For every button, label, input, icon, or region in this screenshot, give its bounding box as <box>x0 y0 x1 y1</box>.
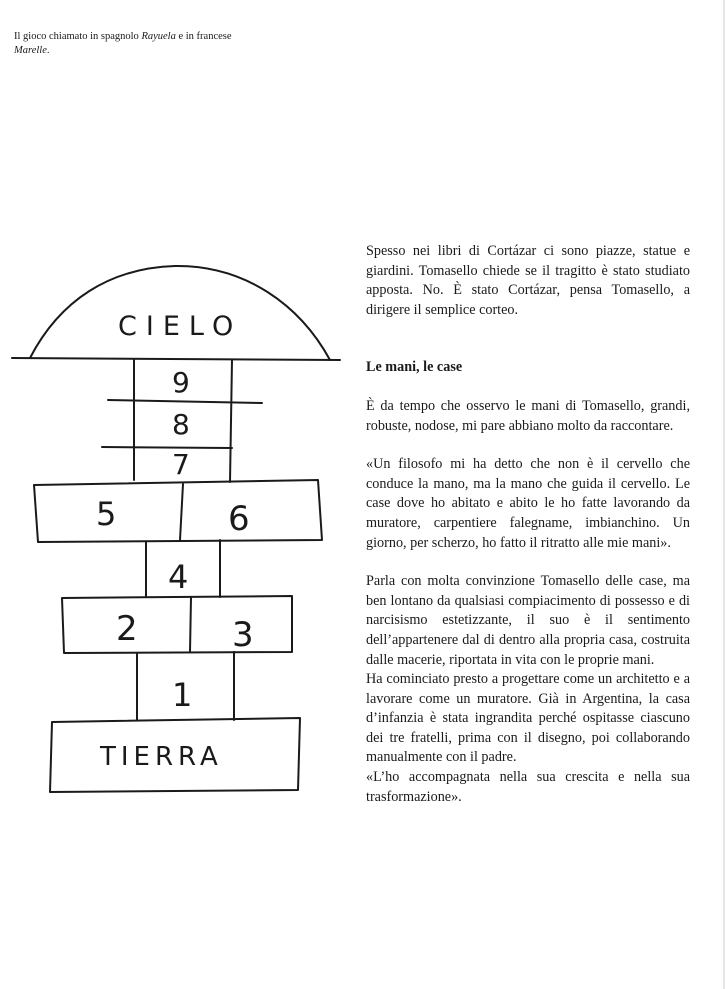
caption-text-1: Il gioco chiamato in spagnolo <box>14 31 142 42</box>
divider-2-3 <box>190 597 191 652</box>
box-5-6 <box>34 480 322 542</box>
divider-9-8 <box>108 400 262 403</box>
caption-text-3: . <box>46 45 50 56</box>
square-3: 3 <box>232 615 254 655</box>
square-7: 7 <box>172 448 190 481</box>
paragraph-case: Parla con molta convinzione Tomasello delle case, ma ben lontano da qualsiasi compiacimento di possesso e di narcisismo estetizzante, il suo è il sentimento dell’appartenere dal di dentro alla propria casa, costruita dalle macerie, riportata in vita con le proprie mani. <box>366 573 690 668</box>
cielo-label: CIELO <box>118 311 243 342</box>
spacer <box>366 320 690 358</box>
spacer <box>366 436 690 455</box>
column-right-line <box>230 360 232 482</box>
square-4: 4 <box>168 558 189 596</box>
article-text <box>366 242 690 807</box>
square-8: 8 <box>172 408 190 441</box>
caption-italic-rayuela: Rayuela <box>141 31 176 42</box>
square-6: 6 <box>228 499 250 539</box>
divider-5-6 <box>180 484 183 540</box>
figure-caption <box>14 30 234 58</box>
square-2: 2 <box>116 609 138 649</box>
paragraph-filosofo: «Un filosofo mi ha detto che non è il cervello che conduce la mano, ma la mano che guida il cervello. Le case dove ho abitato e abito le ho fatte lavorando da muratore, carpentiere falegname, imbianchino. Un giorno, per scherzo, ho fatto il ritratto alle mie mani». <box>366 456 690 551</box>
paragraph-architetto: Ha cominciato presto a progettare come un architetto e a lavorare come un muratore. Già in Argentina, la casa d’infanzia è stata ingrandita perché ospitasse ciascuno dei tre fratelli, prima con il disegno, poi collaborando manualmente con il padre. <box>366 671 690 766</box>
square-5: 5 <box>96 495 117 533</box>
section-heading: Le mani, le case <box>366 359 463 376</box>
hopscotch-svg <box>0 250 345 810</box>
paragraph-mani: È da tempo che osservo le mani di Tomasello, grandi, robuste, nodose, mi pare abbiano molto da raccontare. <box>366 397 690 434</box>
square-1: 1 <box>172 676 193 714</box>
box-2-3 <box>62 596 292 653</box>
caption-text-2: e in francese <box>175 31 232 42</box>
spacer <box>366 553 690 572</box>
paragraph-piazze: Spesso nei libri di Cortázar ci sono piazze, statue e giardini. Tomasello chiede se il tragitto è stato studiato apposta. No. È stato Cortázar, pensa Tomasello, a dirigere il semplice corteo. <box>366 243 690 318</box>
hopscotch-drawing <box>0 250 345 810</box>
paragraph-citazione: «L’ho accompagnata nella sua crescita e nella sua trasformazione». <box>366 769 690 805</box>
divider-8-7 <box>102 447 232 448</box>
square-9: 9 <box>172 366 190 399</box>
tierra-label: TIERRA <box>100 742 223 772</box>
spacer <box>366 378 690 397</box>
caption-italic-marelle: Marelle <box>14 45 47 56</box>
cielo-baseline <box>12 358 340 360</box>
